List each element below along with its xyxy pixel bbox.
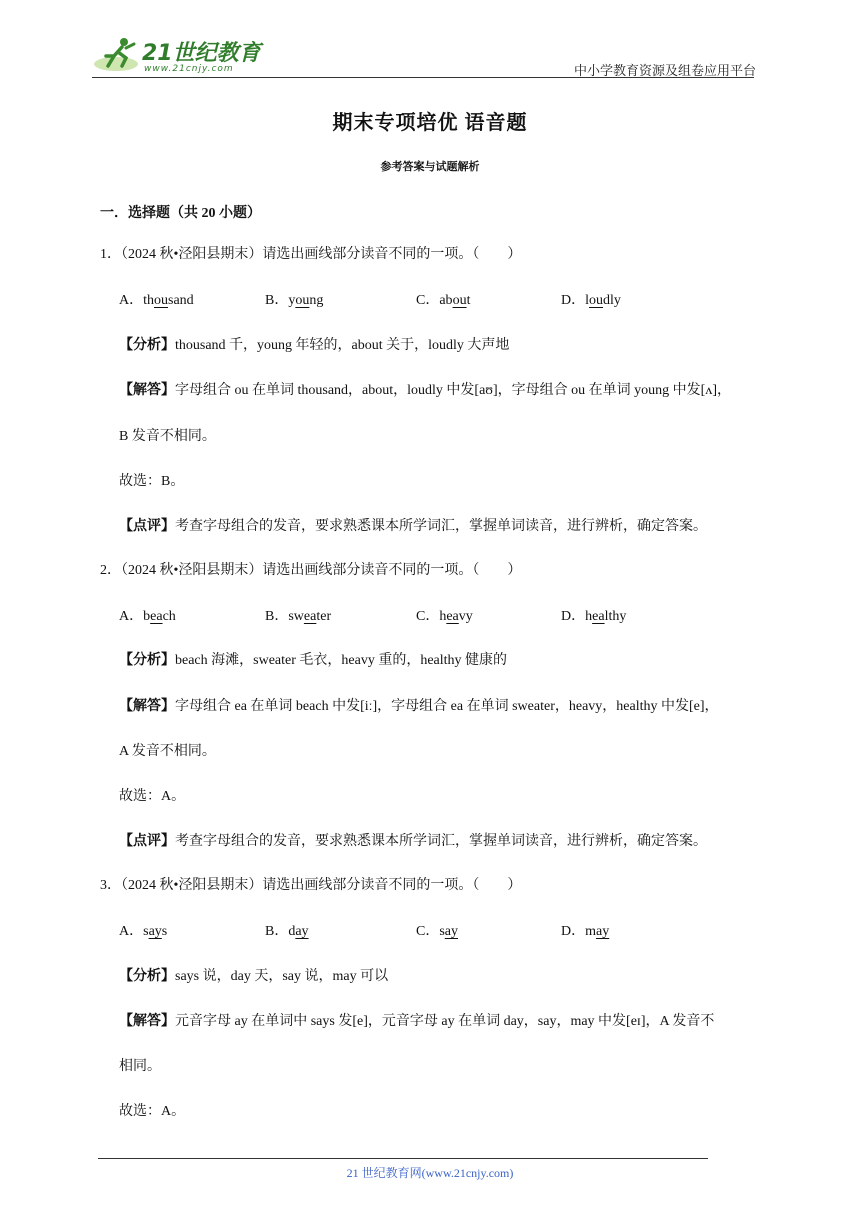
choice-line: 故选：B。 (119, 474, 185, 489)
option-d: D．loudly (561, 293, 621, 308)
question-stem: 2．（2024 秋•泾阳县期末）请选出画线部分读音不同的一项。（ ） (100, 563, 522, 578)
comment-line: 【点评】考查字母组合的发音，要求熟悉课本所学词汇，掌握单词读音，进行辨析，确定答案。 (119, 834, 707, 849)
option-a: A．says (119, 924, 168, 939)
footer-divider (98, 1158, 708, 1159)
question-stem: 3．（2024 秋•泾阳县期末）请选出画线部分读音不同的一项。（ ） (100, 878, 522, 893)
option-b: B．young (265, 293, 324, 308)
choice-line: 故选：A。 (119, 789, 186, 804)
answer-line-cont: B 发音不相同。 (119, 429, 216, 444)
page-subtitle: 参考答案与试题解析 (380, 161, 480, 173)
option-b: B．sweater (265, 609, 332, 624)
option-d: D．healthy (561, 609, 627, 624)
choice-line: 故选：A。 (119, 1104, 186, 1119)
option-c: C．heavy (416, 609, 473, 624)
logo-url: www.21cnjy.com (144, 64, 234, 74)
comment-line: 【点评】考查字母组合的发音，要求熟悉课本所学词汇，掌握单词读音，进行辨析，确定答案。 (119, 519, 707, 534)
option-a: A．thousand (119, 293, 194, 308)
header-platform-text: 中小学教育资源及组卷应用平台 (573, 63, 756, 78)
answer-line-cont: 相同。 (119, 1059, 161, 1074)
option-c: C．say (416, 924, 459, 939)
analysis-line: 【分析】thousand 千，young 年轻的，about 关于，loudly 大声地 (119, 338, 510, 353)
page-title: 期末专项培优 语音题 (332, 112, 528, 134)
answer-line: 【解答】字母组合 ea 在单词 beach 中发[iː]，字母组合 ea 在单词 sweater，heavy，healthy 中发[e]， (119, 699, 719, 714)
option-b: B．day (265, 924, 309, 939)
option-c: C．about (416, 293, 471, 308)
answer-line: 【解答】字母组合 ou 在单词 thousand，about，loudly 中发[aʊ]，字母组合 ou 在单词 young 中发[ʌ]， (119, 383, 731, 398)
site-logo (92, 34, 262, 78)
header-divider (92, 77, 754, 78)
answer-line-cont: A 发音不相同。 (119, 744, 216, 759)
answer-line: 【解答】元音字母 ay 在单词中 says 发[e]，元音字母 ay 在单词 day，say，may 中发[eɪ]，A 发音不 (119, 1014, 715, 1029)
section-heading: 一．选择题（共 20 小题） (100, 206, 261, 221)
analysis-line: 【分析】beach 海滩，sweater 毛衣，heavy 重的，healthy 健康的 (119, 653, 508, 668)
option-a: A．beach (119, 609, 176, 624)
option-d: D．may (561, 924, 610, 939)
analysis-line: 【分析】says 说，day 天，say 说，may 可以 (119, 969, 389, 984)
question-stem: 1．（2024 秋•泾阳县期末）请选出画线部分读音不同的一项。（ ） (100, 247, 522, 262)
logo-text: 21世纪教育 (142, 41, 261, 66)
footer-link[interactable]: 21 世纪教育网(www.21cnjy.com) (346, 1166, 514, 1180)
